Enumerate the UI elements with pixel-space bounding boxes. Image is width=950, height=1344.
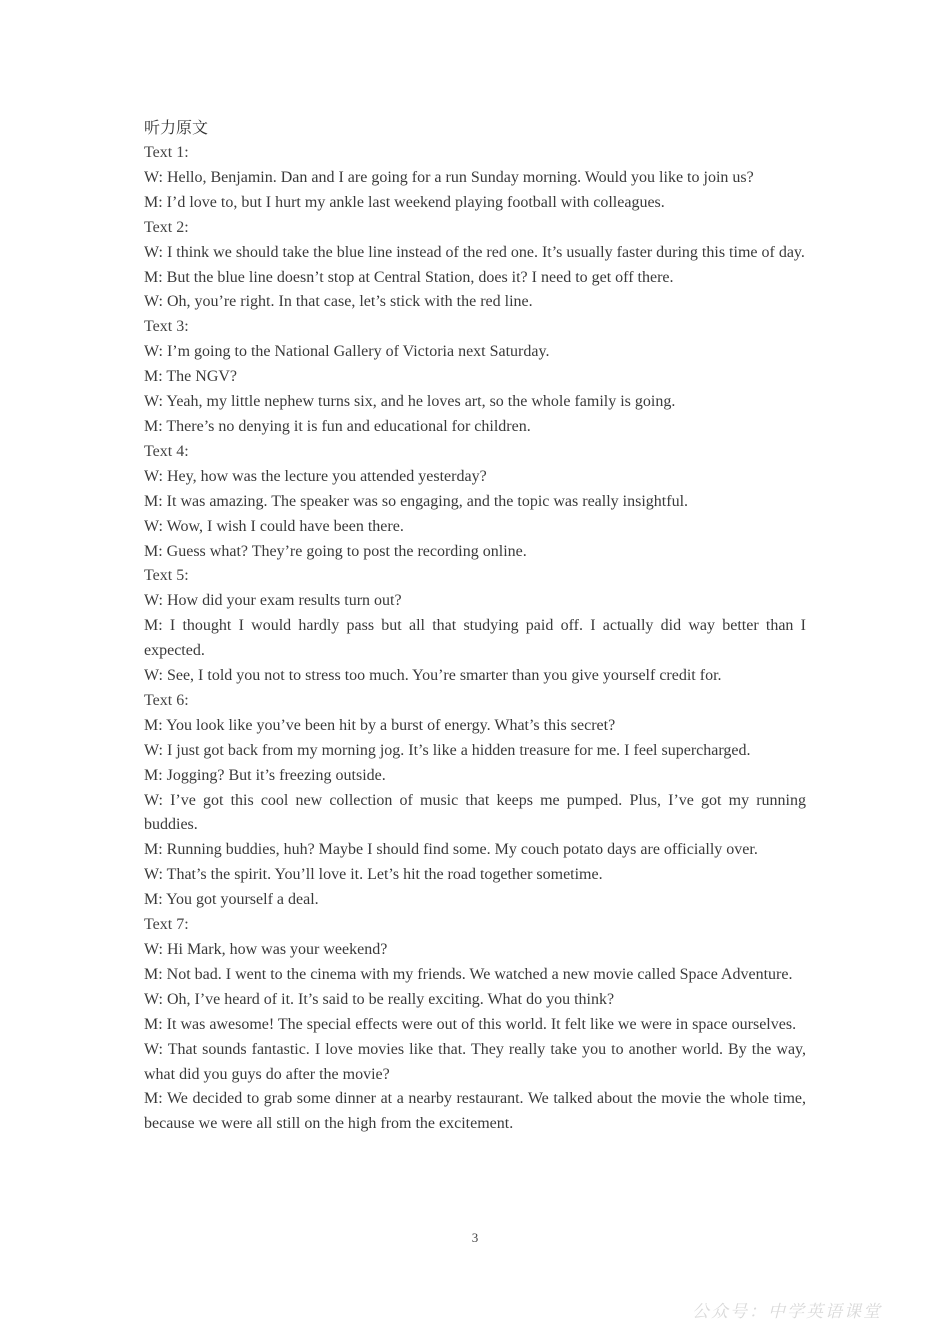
dialogue-line: W: Hey, how was the lecture you attended yesterday?: [144, 467, 487, 485]
section-heading: Text 2:: [144, 218, 189, 236]
section-heading: Text 7:: [144, 916, 189, 934]
dialogue-line: M: It was amazing. The speaker was so engaging, and the topic was really insightful.: [144, 492, 689, 510]
dialogue-line: M: You look like you’ve been hit by a burst of energy. What’s this secret?: [144, 716, 616, 734]
dialogue-line: W: I’m going to the National Gallery of Victoria next Saturday.: [144, 343, 550, 361]
dialogue-line: W: Oh, I’ve heard of it. It’s said to be really exciting. What do you think?: [144, 990, 615, 1008]
dialogue-line: W: Hi Mark, how was your weekend?: [144, 941, 388, 958]
dialogue-line: W: Yeah, my little nephew turns six, and he loves art, so the whole family is going.: [144, 393, 676, 411]
transcript-body: [144, 141, 806, 1137]
watermark: 公众号：中学英语课堂: [692, 1302, 882, 1322]
dialogue-line: W: That’s the spirit. You’ll love it. Let’s hit the road together sometime.: [144, 866, 603, 884]
dialogue-line: M: I’d love to, but I hurt my ankle last weekend playing football with colleagues.: [144, 193, 665, 211]
dialogue-line: W: That sounds fantastic. I love movies like that. They really take you to another world. By the way, what did you guys do after the movie?: [144, 1040, 806, 1083]
section-heading: Text 6:: [144, 691, 189, 709]
section-heading: Text 4:: [144, 442, 189, 460]
dialogue-line: M: But the blue line doesn’t stop at Central Station, does it? I need to get off there.: [144, 268, 674, 286]
dialogue-line: W: I’ve got this cool new collection of music that keeps me pumped. Plus, I’ve got my running buddies.: [144, 791, 806, 834]
dialogue-line: W: Hello, Benjamin. Dan and I are going for a run Sunday morning. Would you like to join us?: [144, 168, 754, 186]
section-heading: Text 3:: [144, 318, 189, 336]
dialogue-line: W: Wow, I wish I could have been there.: [144, 517, 404, 535]
dialogue-line: W: Oh, you’re right. In that case, let’s stick with the red line.: [144, 293, 533, 311]
section-heading: Text 1:: [144, 144, 189, 161]
section-heading: Text 5:: [144, 567, 189, 585]
dialogue-line: M: Guess what? They’re going to post the recording online.: [144, 542, 527, 560]
dialogue-line: M: You got yourself a deal.: [144, 891, 319, 909]
dialogue-line: M: Running buddies, huh? Maybe I should find some. My couch potato days are officially over.: [144, 841, 758, 859]
dialogue-line: W: I think we should take the blue line instead of the red one. It’s usually faster during this time of day.: [144, 243, 805, 261]
dialogue-line: M: It was awesome! The special effects were out of this world. It felt like we were in space ourselves.: [144, 1015, 797, 1033]
dialogue-line: M: There’s no denying it is fun and educational for children.: [144, 417, 531, 435]
dialogue-line: W: See, I told you not to stress too much. You’re smarter than you give yourself credit for.: [144, 667, 722, 685]
page-title: 听力原文: [144, 118, 209, 137]
dialogue-line: W: I just got back from my morning jog. It’s like a hidden treasure for me. I feel supercharged.: [144, 741, 751, 759]
dialogue-line: M: I thought I would hardly pass but all that studying paid off. I actually did way better than I expected.: [144, 617, 806, 660]
dialogue-line: W: How did your exam results turn out?: [144, 592, 402, 610]
dialogue-line: M: We decided to grab some dinner at a nearby restaurant. We talked about the movie the whole time, because we were all still on the high from the excitement.: [144, 1090, 806, 1133]
dialogue-line: M: Jogging? But it’s freezing outside.: [144, 766, 386, 784]
page-number: 3: [471, 1230, 479, 1245]
dialogue-line: M: Not bad. I went to the cinema with my friends. We watched a new movie called Space Adventure.: [144, 965, 793, 983]
dialogue-line: M: The NGV?: [144, 368, 238, 386]
